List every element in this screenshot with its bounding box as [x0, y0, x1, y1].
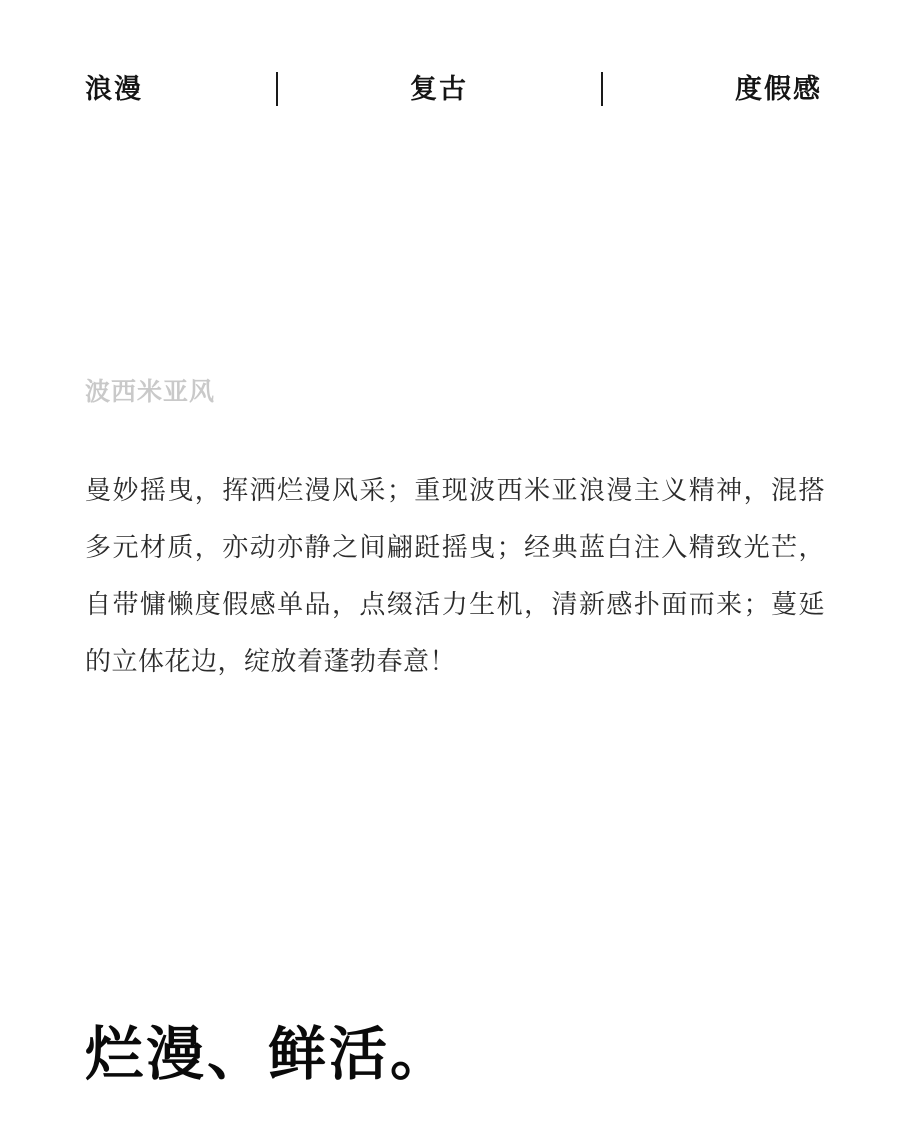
- keyword-row: [85, 72, 822, 106]
- headline-title: 烂漫、鲜活。: [85, 1022, 452, 1087]
- keyword-item-2: 复古: [410, 73, 468, 104]
- keyword-item-3: 度假感: [735, 73, 822, 104]
- body-paragraph: 曼妙摇曳，挥洒烂漫风采；重现波西米亚浪漫主义精神，混搭多元材质，亦动亦静之间翩跹摇曳；经典蓝白注入精致光芒，自带慵懒度假感单品，点缀活力生机，清新感扑面而来；蔓延的立体花边，绽放着蓬勃春意！: [85, 475, 825, 676]
- keyword-separator-1: [276, 72, 278, 106]
- section-label: 波西米亚风: [85, 378, 216, 406]
- keyword-item-1: 浪漫: [85, 73, 143, 104]
- keyword-separator-2: [601, 72, 603, 106]
